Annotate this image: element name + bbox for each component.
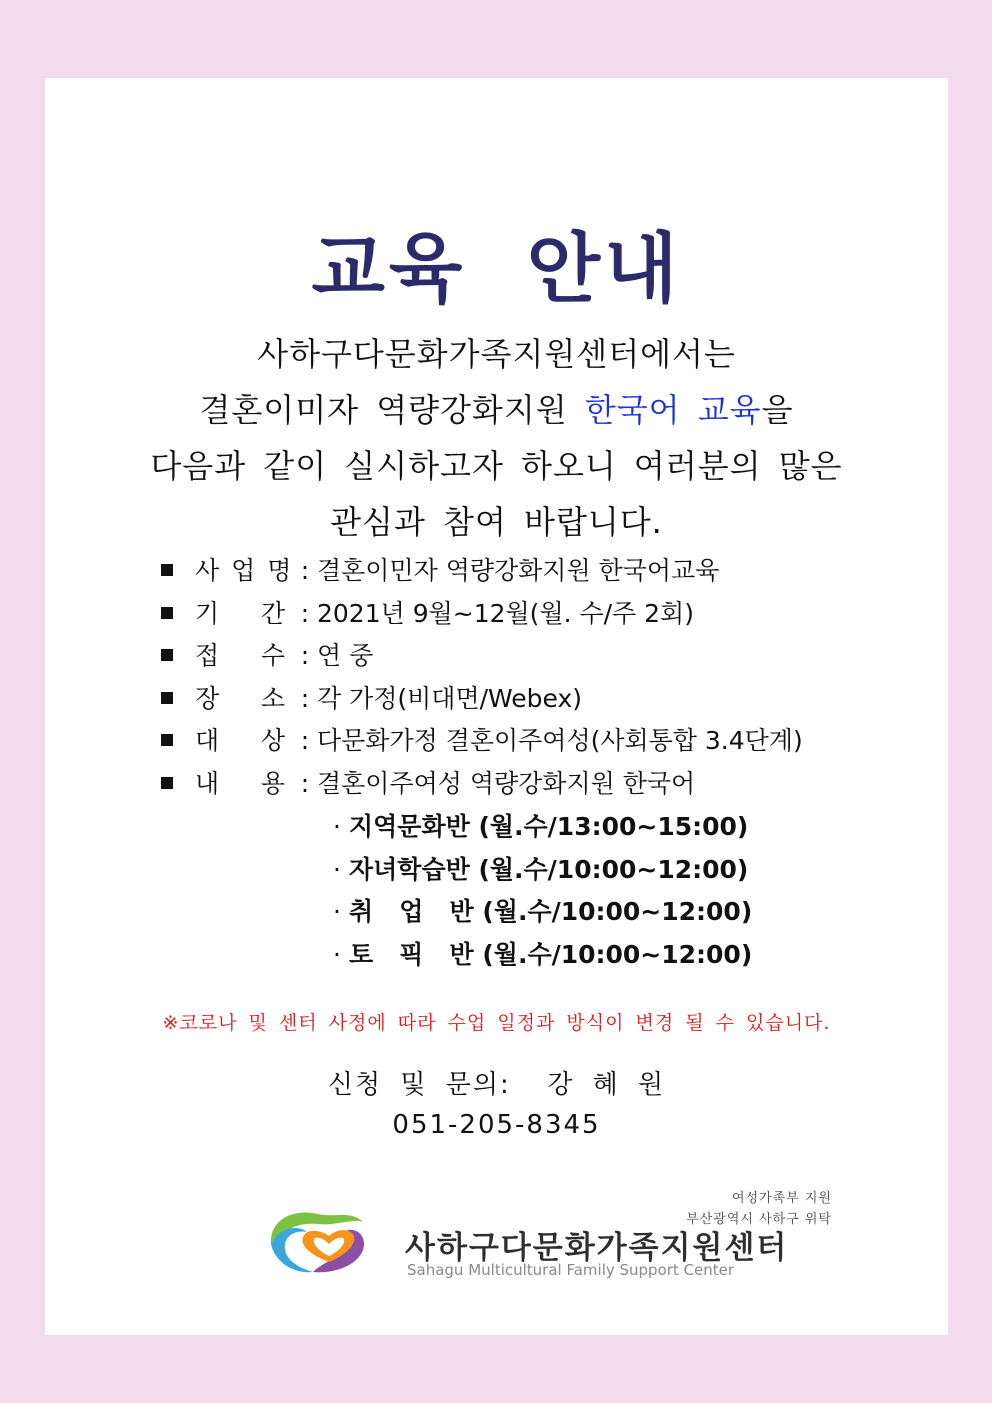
info-value: 결혼이민자 역량강화지원 한국어교육 xyxy=(317,556,720,585)
intro-text xyxy=(45,326,948,550)
info-colon: : xyxy=(300,683,310,713)
info-item-registration xyxy=(155,635,955,678)
intro-highlight: 한국어 교육 xyxy=(584,391,762,429)
info-value: 각 가정(비대면/Webex) xyxy=(317,683,583,713)
info-item-content xyxy=(155,763,955,806)
intro-line-2-start: 결혼이미자 역량강화지원 xyxy=(199,391,585,429)
contact-text: 신청 및 문의: 강 혜 원 xyxy=(327,1070,666,1100)
class-item xyxy=(333,891,933,934)
square-bullet-icon xyxy=(161,777,173,789)
class-list xyxy=(333,806,933,976)
info-value: 연 중 xyxy=(317,641,374,670)
phone-number: 051-205-8345 xyxy=(392,1110,601,1140)
info-item-program xyxy=(155,550,955,593)
class-text: 자녀학습반 (월.수/10:00~12:00) xyxy=(349,854,749,884)
info-colon: : xyxy=(300,598,310,628)
info-colon: : xyxy=(300,556,310,585)
info-label: 사 업 명 xyxy=(195,556,294,585)
heart-logo-icon xyxy=(263,1200,373,1280)
class-text: 취 업 반 (월.수/10:00~12:00) xyxy=(349,897,753,926)
class-item xyxy=(333,934,933,977)
page-title: 교육 안내 xyxy=(311,224,682,313)
info-colon: : xyxy=(300,768,310,798)
class-item xyxy=(333,849,933,892)
info-value: 다문화가정 결혼이주여성(사회통합 3.4단계) xyxy=(317,726,803,755)
intro-line-3: 다음과 같이 실시하고자 하오니 여러분의 많은 xyxy=(150,447,843,485)
info-item-location xyxy=(155,678,955,721)
class-dot: · xyxy=(333,939,341,969)
square-bullet-icon xyxy=(161,649,173,661)
notice-text: ※코로나 및 센터 사정에 따라 수업 일정과 방식이 변경 될 수 있습니다. xyxy=(162,1012,831,1034)
class-dot: · xyxy=(333,812,341,841)
class-text: 지역문화반 (월.수/13:00~15:00) xyxy=(349,812,749,841)
center-logo xyxy=(263,1184,843,1284)
logo-name: 사하구다문화가족지원센터 xyxy=(405,1230,789,1266)
logo-sponsor-1: 여성가족부 지원 xyxy=(731,1191,832,1206)
intro-line-4: 관심과 참여 바랍니다. xyxy=(330,503,663,541)
info-list xyxy=(155,550,955,805)
info-label: 기 간 xyxy=(195,598,288,628)
info-label: 대 상 xyxy=(195,726,288,755)
info-item-period xyxy=(155,593,955,636)
info-value: 2021년 9월~12월(월. 수/주 2회) xyxy=(317,598,694,628)
square-bullet-icon xyxy=(161,692,173,704)
square-bullet-icon xyxy=(161,564,173,576)
info-label: 장 소 xyxy=(195,683,288,713)
info-label: 내 용 xyxy=(195,768,288,798)
square-bullet-icon xyxy=(161,734,173,746)
square-bullet-icon xyxy=(161,607,173,619)
info-colon: : xyxy=(300,641,310,670)
info-colon: : xyxy=(300,726,310,755)
class-dot: · xyxy=(333,854,341,884)
info-item-target xyxy=(155,720,955,763)
info-value: 결혼이주여성 역량강화지원 한국어 xyxy=(317,768,696,798)
notice-sheet xyxy=(45,78,948,1335)
class-text: 토 픽 반 (월.수/10:00~12:00) xyxy=(349,939,753,969)
info-label: 접 수 xyxy=(195,641,288,670)
intro-line-2 xyxy=(45,382,948,438)
logo-sponsor-2: 부산광역시 사하구 위탁 xyxy=(686,1212,832,1227)
intro-line-1: 사하구다문화가족지원센터에서는 xyxy=(257,335,736,373)
class-item xyxy=(333,806,933,849)
intro-line-2-end: 을 xyxy=(761,391,794,429)
class-dot: · xyxy=(333,897,341,926)
logo-english-name: Sahagu Multicultural Family Support Center xyxy=(407,1261,735,1279)
